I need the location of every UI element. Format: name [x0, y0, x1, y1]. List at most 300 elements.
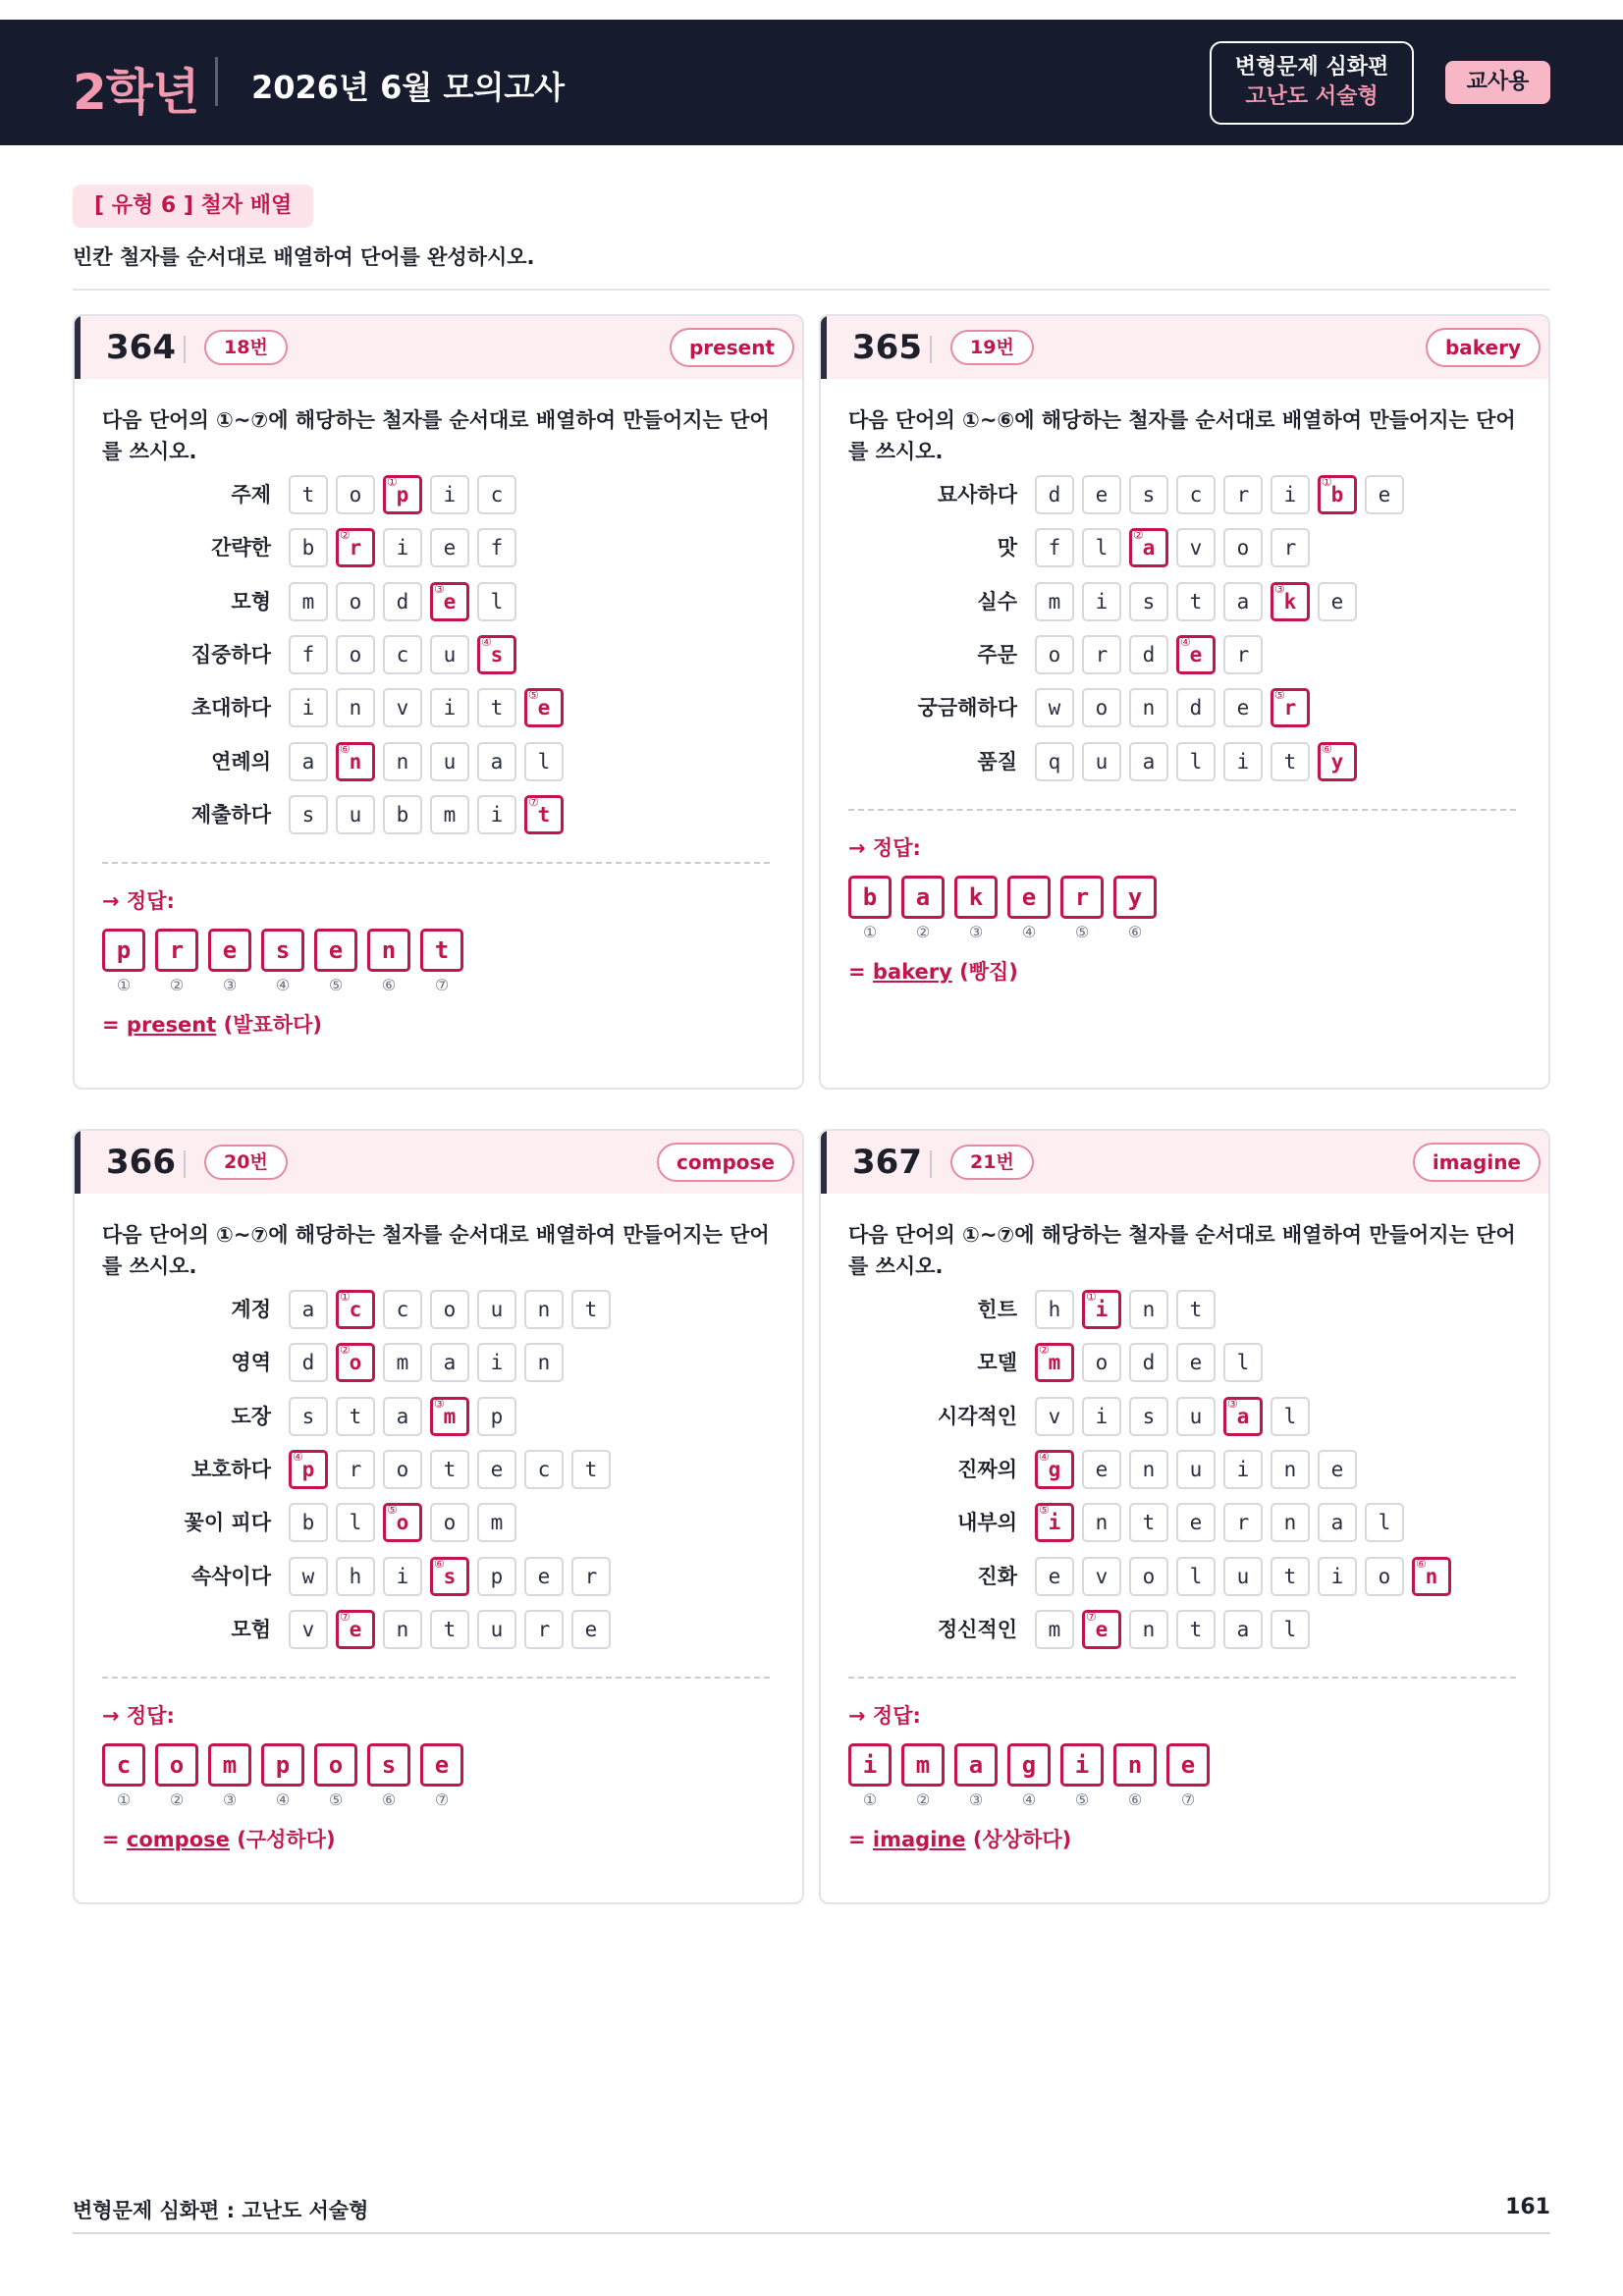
tile-letter: e	[490, 1458, 504, 1481]
tile-letter: e	[1189, 1351, 1203, 1374]
word-meaning: 꽃이 피다	[184, 1511, 271, 1534]
tile-letter: w	[301, 1565, 315, 1588]
tile-letter: m	[490, 1511, 504, 1534]
tile-order-number: ③	[1227, 1397, 1238, 1411]
tile-letter: i	[301, 696, 315, 720]
highlighted-letter-tile	[430, 582, 469, 621]
tile-letter: t	[490, 696, 504, 720]
letter-tile	[1082, 1557, 1121, 1596]
answer-letter-tile: p	[102, 929, 145, 972]
word-meaning: 연례의	[211, 750, 271, 774]
answer-word-badge: imagine	[1413, 1143, 1541, 1182]
letter-tile	[289, 1397, 328, 1436]
answer-letter-tile: e	[1007, 876, 1051, 919]
word-meaning: 계정	[231, 1298, 271, 1321]
letter-tile	[1318, 582, 1357, 621]
tile-letter: f	[301, 643, 315, 667]
letter-tile	[1176, 1503, 1216, 1542]
tile-letter: v	[1189, 536, 1203, 560]
tile-letter: c	[349, 1298, 362, 1321]
letter-tile	[571, 1610, 611, 1649]
source-badge: 19번	[950, 330, 1034, 365]
answer-letter-tile: r	[155, 929, 198, 972]
tile-letter: n	[349, 750, 362, 774]
letter-tile	[430, 1450, 469, 1489]
tile-order-number: ⑥	[1322, 742, 1332, 756]
tile-letter: f	[1048, 536, 1061, 560]
letter-tile	[336, 635, 375, 674]
tile-letter: n	[1142, 1618, 1156, 1641]
highlighted-letter-tile	[1082, 1290, 1121, 1329]
source-badge: 20번	[204, 1145, 288, 1180]
tile-order-number: ⑤	[387, 1503, 398, 1517]
tile-letter: l	[1378, 1511, 1391, 1534]
tile-letter: t	[584, 1298, 598, 1321]
answer-order-number: ⑤	[328, 1790, 344, 1809]
letter-tile	[1176, 1610, 1216, 1649]
answer-word-badge: present	[670, 328, 794, 367]
tile-letter: p	[490, 1565, 504, 1588]
tile-letter: u	[1095, 750, 1109, 774]
question-header	[821, 1131, 1550, 1194]
letter-tile	[430, 795, 469, 834]
tile-letter: n	[396, 1618, 409, 1641]
letter-tile	[1176, 528, 1216, 567]
tile-letter: e	[443, 590, 457, 614]
tile-letter: e	[1048, 1565, 1061, 1588]
tile-letter: e	[1095, 1618, 1109, 1641]
question-number: 366	[106, 1143, 176, 1182]
letter-tile	[1223, 688, 1263, 727]
word-row	[821, 633, 1550, 676]
tile-letter: t	[1189, 1618, 1203, 1641]
tile-letter: e	[443, 536, 457, 560]
tile-letter: c	[490, 483, 504, 507]
letter-tile	[430, 1290, 469, 1329]
final-answer-word: bakery	[872, 960, 952, 984]
tile-letter: r	[1236, 483, 1250, 507]
tile-letter: t	[443, 1618, 457, 1641]
tile-letter: o	[1236, 536, 1250, 560]
tile-letter: r	[349, 536, 362, 560]
tile-order-number: ①	[340, 1290, 351, 1304]
highlighted-letter-tile	[1223, 1397, 1263, 1436]
word-row	[75, 1395, 804, 1438]
letter-tile	[1082, 1450, 1121, 1489]
top-header-bar	[0, 20, 1623, 145]
letter-tile	[1129, 1343, 1168, 1382]
answer-label: → 정답:	[102, 889, 175, 913]
letter-tile	[1035, 688, 1074, 727]
letter-tile	[1271, 528, 1310, 567]
answer-letter-tile: p	[261, 1743, 304, 1787]
word-row	[821, 1395, 1550, 1438]
final-answer-meaning: (구성하다)	[229, 1828, 336, 1851]
tile-letter: v	[301, 1618, 315, 1641]
tile-letter: o	[349, 1351, 362, 1374]
tile-letter: s	[1142, 1405, 1156, 1428]
final-answer-meaning: (상상하다)	[965, 1828, 1072, 1851]
tile-order-number: ②	[340, 528, 351, 542]
teacher-edition-badge: 교사용	[1445, 61, 1550, 104]
word-row	[75, 1501, 804, 1544]
tile-letter: l	[1189, 1565, 1203, 1588]
answer-letter-tile: r	[1060, 876, 1104, 919]
tile-letter: n	[1283, 1458, 1297, 1481]
word-meaning: 품질	[977, 750, 1017, 774]
tile-letter: a	[301, 1298, 315, 1321]
tile-letter: n	[537, 1351, 551, 1374]
word-row	[75, 473, 804, 516]
letter-tile	[1129, 742, 1168, 781]
tile-letter: u	[490, 1298, 504, 1321]
footer-divider	[73, 2232, 1550, 2234]
tile-letter: b	[1330, 483, 1344, 507]
grade-label: 2학년	[73, 64, 199, 121]
tile-letter: n	[1142, 1458, 1156, 1481]
tile-letter: l	[1283, 1405, 1297, 1428]
answer-letter-tile: s	[261, 929, 304, 972]
tile-letter: t	[1189, 1298, 1203, 1321]
tile-order-number: ①	[387, 475, 398, 489]
answer-letter-tile: t	[420, 929, 463, 972]
tile-letter: n	[1142, 1298, 1156, 1321]
letter-tile	[383, 742, 422, 781]
tile-order-number: ①	[1322, 475, 1332, 489]
tile-letter: e	[584, 1618, 598, 1641]
final-answer-meaning: (빵집)	[951, 960, 1018, 984]
letter-tile	[1082, 635, 1121, 674]
highlighted-letter-tile	[1176, 635, 1216, 674]
series-subtitle: 고난도 서술형	[1245, 84, 1379, 109]
tile-order-number: ⑥	[1416, 1557, 1427, 1571]
letter-tile	[524, 1290, 564, 1329]
answer-order-number: ⑦	[1180, 1790, 1196, 1809]
letter-tile	[477, 742, 516, 781]
answer-order-number: ⑤	[1074, 1790, 1090, 1809]
letter-tile	[1223, 635, 1263, 674]
tile-letter: i	[490, 803, 504, 827]
word-row	[75, 633, 804, 676]
tile-letter: g	[1048, 1458, 1061, 1481]
tile-letter: c	[537, 1458, 551, 1481]
final-answer	[848, 956, 1018, 986]
tile-letter: q	[1048, 750, 1061, 774]
letter-tile	[383, 1610, 422, 1649]
highlighted-letter-tile	[1035, 1503, 1074, 1542]
answer-order-number: ①	[116, 1790, 132, 1809]
tile-letter: t	[1283, 750, 1297, 774]
tile-letter: e	[1189, 1511, 1203, 1534]
letter-tile	[477, 1557, 516, 1596]
tile-letter: i	[1236, 750, 1250, 774]
tile-letter: t	[1142, 1511, 1156, 1534]
letter-tile	[524, 742, 564, 781]
tile-letter: a	[1236, 1405, 1250, 1428]
letter-tile	[1035, 1557, 1074, 1596]
letter-tile	[383, 528, 422, 567]
answer-order-number: ②	[915, 923, 931, 941]
answer-letter-tile: n	[1113, 1743, 1157, 1787]
question-number: 364	[106, 328, 176, 367]
highlighted-letter-tile	[1318, 742, 1357, 781]
tile-letter: i	[443, 696, 457, 720]
answer-order-number: ⑥	[1127, 923, 1143, 941]
letter-tile	[1318, 1557, 1357, 1596]
highlighted-letter-tile	[1129, 528, 1168, 567]
answer-order-number: ③	[222, 1790, 238, 1809]
letter-tile	[1129, 1557, 1168, 1596]
tile-letter: o	[1095, 1351, 1109, 1374]
letter-tile	[1271, 1397, 1310, 1436]
tile-letter: v	[1095, 1565, 1109, 1588]
tile-letter: a	[301, 750, 315, 774]
letter-tile	[289, 635, 328, 674]
letter-tile	[1035, 582, 1074, 621]
tile-letter: o	[443, 1298, 457, 1321]
letter-tile	[383, 1557, 422, 1596]
answer-order-number: ⑥	[1127, 1790, 1143, 1809]
letter-tile	[571, 1450, 611, 1489]
letter-tile	[1271, 742, 1310, 781]
tile-letter: m	[1048, 590, 1061, 614]
question-card	[73, 314, 804, 1090]
letter-tile	[336, 1397, 375, 1436]
highlighted-letter-tile	[1035, 1450, 1074, 1489]
tile-order-number: ⑤	[1039, 1503, 1050, 1517]
highlighted-letter-tile	[336, 1610, 375, 1649]
word-meaning: 진화	[977, 1565, 1017, 1588]
letter-tile	[289, 742, 328, 781]
question-prompt: 다음 단어의 ①~⑦에 해당하는 철자를 순서대로 배열하여 만들어지는 단어를 쓰시오.	[102, 408, 770, 463]
question-card	[819, 314, 1550, 1090]
answer-order-number: ④	[1021, 1790, 1037, 1809]
letter-tile	[289, 582, 328, 621]
question-prompt: 다음 단어의 ①~⑥에 해당하는 철자를 순서대로 배열하여 만들어지는 단어를 쓰시오.	[848, 408, 1516, 463]
answer-letter-tile: o	[155, 1743, 198, 1787]
letter-tile	[430, 1343, 469, 1382]
tile-letter: i	[1095, 590, 1109, 614]
tile-letter: d	[396, 590, 409, 614]
tile-letter: e	[1330, 590, 1344, 614]
highlighted-letter-tile	[289, 1450, 328, 1489]
letter-tile	[1223, 1343, 1263, 1382]
answer-divider	[102, 1677, 770, 1679]
answer-divider	[848, 1677, 1516, 1679]
letter-tile	[1082, 475, 1121, 514]
tile-letter: e	[537, 696, 551, 720]
answer-order-number: ⑤	[1074, 923, 1090, 941]
letter-tile	[1176, 1290, 1216, 1329]
word-row	[75, 686, 804, 729]
letter-tile	[477, 1503, 516, 1542]
word-row	[75, 1448, 804, 1491]
tile-letter: n	[1095, 1511, 1109, 1534]
final-answer-word: imagine	[872, 1828, 966, 1851]
word-row	[821, 580, 1550, 623]
tile-letter: i	[1095, 1298, 1109, 1321]
tile-letter: e	[1095, 483, 1109, 507]
section-instruction: 빈칸 철자를 순서대로 배열하여 단어를 완성하시오.	[73, 245, 535, 269]
tile-letter: e	[349, 1618, 362, 1641]
answer-order-number: ③	[968, 1790, 984, 1809]
section-divider	[73, 289, 1550, 291]
letter-tile	[1318, 1450, 1357, 1489]
answer-order-number: ②	[915, 1790, 931, 1809]
highlighted-letter-tile	[430, 1557, 469, 1596]
tile-letter: a	[443, 1351, 457, 1374]
tile-letter: d	[1189, 696, 1203, 720]
answer-letter-tile: a	[954, 1743, 998, 1787]
letter-tile	[524, 1450, 564, 1489]
tile-order-number: ⑤	[528, 688, 539, 702]
letter-tile	[383, 1450, 422, 1489]
letter-tile	[524, 1343, 564, 1382]
series-box	[1210, 41, 1414, 125]
letter-tile	[477, 795, 516, 834]
word-meaning: 시각적인	[937, 1405, 1017, 1428]
tile-letter: o	[1048, 643, 1061, 667]
tile-order-number: ⑥	[340, 742, 351, 756]
tile-letter: c	[1189, 483, 1203, 507]
tile-letter: d	[1142, 1351, 1156, 1374]
letter-tile	[336, 1503, 375, 1542]
letter-tile	[1271, 1557, 1310, 1596]
question-header	[821, 316, 1550, 379]
header-separator	[930, 336, 932, 363]
tile-order-number: ①	[1086, 1290, 1097, 1304]
tile-order-number: ④	[293, 1450, 303, 1464]
word-row	[821, 1501, 1550, 1544]
tile-letter: k	[1283, 590, 1297, 614]
letter-tile	[383, 1397, 422, 1436]
question-header	[75, 316, 804, 379]
tile-letter: a	[1142, 750, 1156, 774]
tile-letter: y	[1330, 750, 1344, 774]
word-meaning: 진짜의	[957, 1458, 1017, 1481]
letter-tile	[336, 1450, 375, 1489]
word-meaning: 간략한	[211, 536, 271, 560]
tile-letter: f	[490, 536, 504, 560]
tile-letter: n	[1283, 1511, 1297, 1534]
answer-order-number: ④	[1021, 923, 1037, 941]
letter-tile	[1082, 1397, 1121, 1436]
tile-letter: n	[396, 750, 409, 774]
question-header	[75, 1131, 804, 1194]
word-row	[821, 686, 1550, 729]
tile-letter: t	[584, 1458, 598, 1481]
letter-tile	[477, 1397, 516, 1436]
letter-tile	[1223, 1610, 1263, 1649]
letter-tile	[477, 688, 516, 727]
letter-tile	[1223, 475, 1263, 514]
letter-tile	[383, 582, 422, 621]
tile-letter: t	[349, 1405, 362, 1428]
answer-order-number: ①	[862, 1790, 878, 1809]
tile-letter: o	[349, 590, 362, 614]
letter-tile	[1176, 582, 1216, 621]
letter-tile	[289, 475, 328, 514]
tile-letter: p	[490, 1405, 504, 1428]
tile-letter: i	[1048, 1511, 1061, 1534]
tile-letter: h	[349, 1565, 362, 1588]
tile-letter: e	[1189, 643, 1203, 667]
word-meaning: 속삭이다	[190, 1565, 271, 1588]
answer-letter-tile: i	[848, 1743, 892, 1787]
answer-letter-tile: c	[102, 1743, 145, 1787]
letter-tile	[383, 688, 422, 727]
letter-tile	[289, 528, 328, 567]
final-prefix: =	[848, 1828, 873, 1851]
tile-order-number: ④	[481, 635, 492, 649]
letter-tile	[289, 688, 328, 727]
question-card	[819, 1129, 1550, 1904]
tile-letter: v	[396, 696, 409, 720]
answer-divider	[102, 862, 770, 864]
answer-order-number: ⑦	[434, 976, 450, 994]
tile-letter: l	[537, 750, 551, 774]
letter-tile	[289, 1557, 328, 1596]
answer-order-number: ②	[169, 1790, 185, 1809]
final-answer-word: compose	[126, 1828, 230, 1851]
highlighted-letter-tile	[477, 635, 516, 674]
answer-letter-tile: o	[314, 1743, 357, 1787]
highlighted-letter-tile	[383, 1503, 422, 1542]
header-separator	[184, 1150, 186, 1178]
page-number: 161	[1505, 2195, 1550, 2219]
highlighted-letter-tile	[1271, 688, 1310, 727]
letter-tile	[1035, 475, 1074, 514]
letter-tile	[1271, 475, 1310, 514]
tile-letter: v	[1048, 1405, 1061, 1428]
answer-order-number: ⑥	[381, 976, 397, 994]
tile-letter: s	[490, 643, 504, 667]
header-separator	[930, 1150, 932, 1178]
letter-tile	[1223, 528, 1263, 567]
letter-tile	[477, 1450, 516, 1489]
word-meaning: 영역	[231, 1351, 271, 1374]
letter-tile	[430, 635, 469, 674]
final-answer-word: present	[126, 1013, 217, 1037]
highlighted-letter-tile	[524, 688, 564, 727]
tile-letter: r	[349, 1458, 362, 1481]
tile-letter: m	[1048, 1351, 1061, 1374]
tile-letter: i	[1330, 1565, 1344, 1588]
tile-order-number: ③	[434, 1397, 445, 1411]
answer-label: → 정답:	[848, 1704, 921, 1728]
tile-letter: t	[537, 803, 551, 827]
tile-letter: m	[301, 590, 315, 614]
tile-order-number: ⑤	[1274, 688, 1285, 702]
word-row	[821, 526, 1550, 569]
letter-tile	[1223, 582, 1263, 621]
letter-tile	[289, 1503, 328, 1542]
letter-tile	[1082, 688, 1121, 727]
word-meaning: 보호하다	[190, 1458, 271, 1481]
tile-letter: l	[1236, 1351, 1250, 1374]
tile-order-number: ⑦	[528, 795, 539, 809]
tile-letter: r	[584, 1565, 598, 1588]
answer-order-number: ①	[862, 923, 878, 941]
tile-letter: a	[1142, 536, 1156, 560]
tile-letter: u	[443, 750, 457, 774]
tile-letter: u	[1189, 1458, 1203, 1481]
answer-order-number: ③	[222, 976, 238, 994]
question-number: 367	[852, 1143, 922, 1182]
footer-series: 변형문제 심화편 : 고난도 서술형	[73, 2199, 369, 2222]
tile-letter: l	[1283, 1618, 1297, 1641]
word-meaning: 맛	[997, 536, 1017, 560]
